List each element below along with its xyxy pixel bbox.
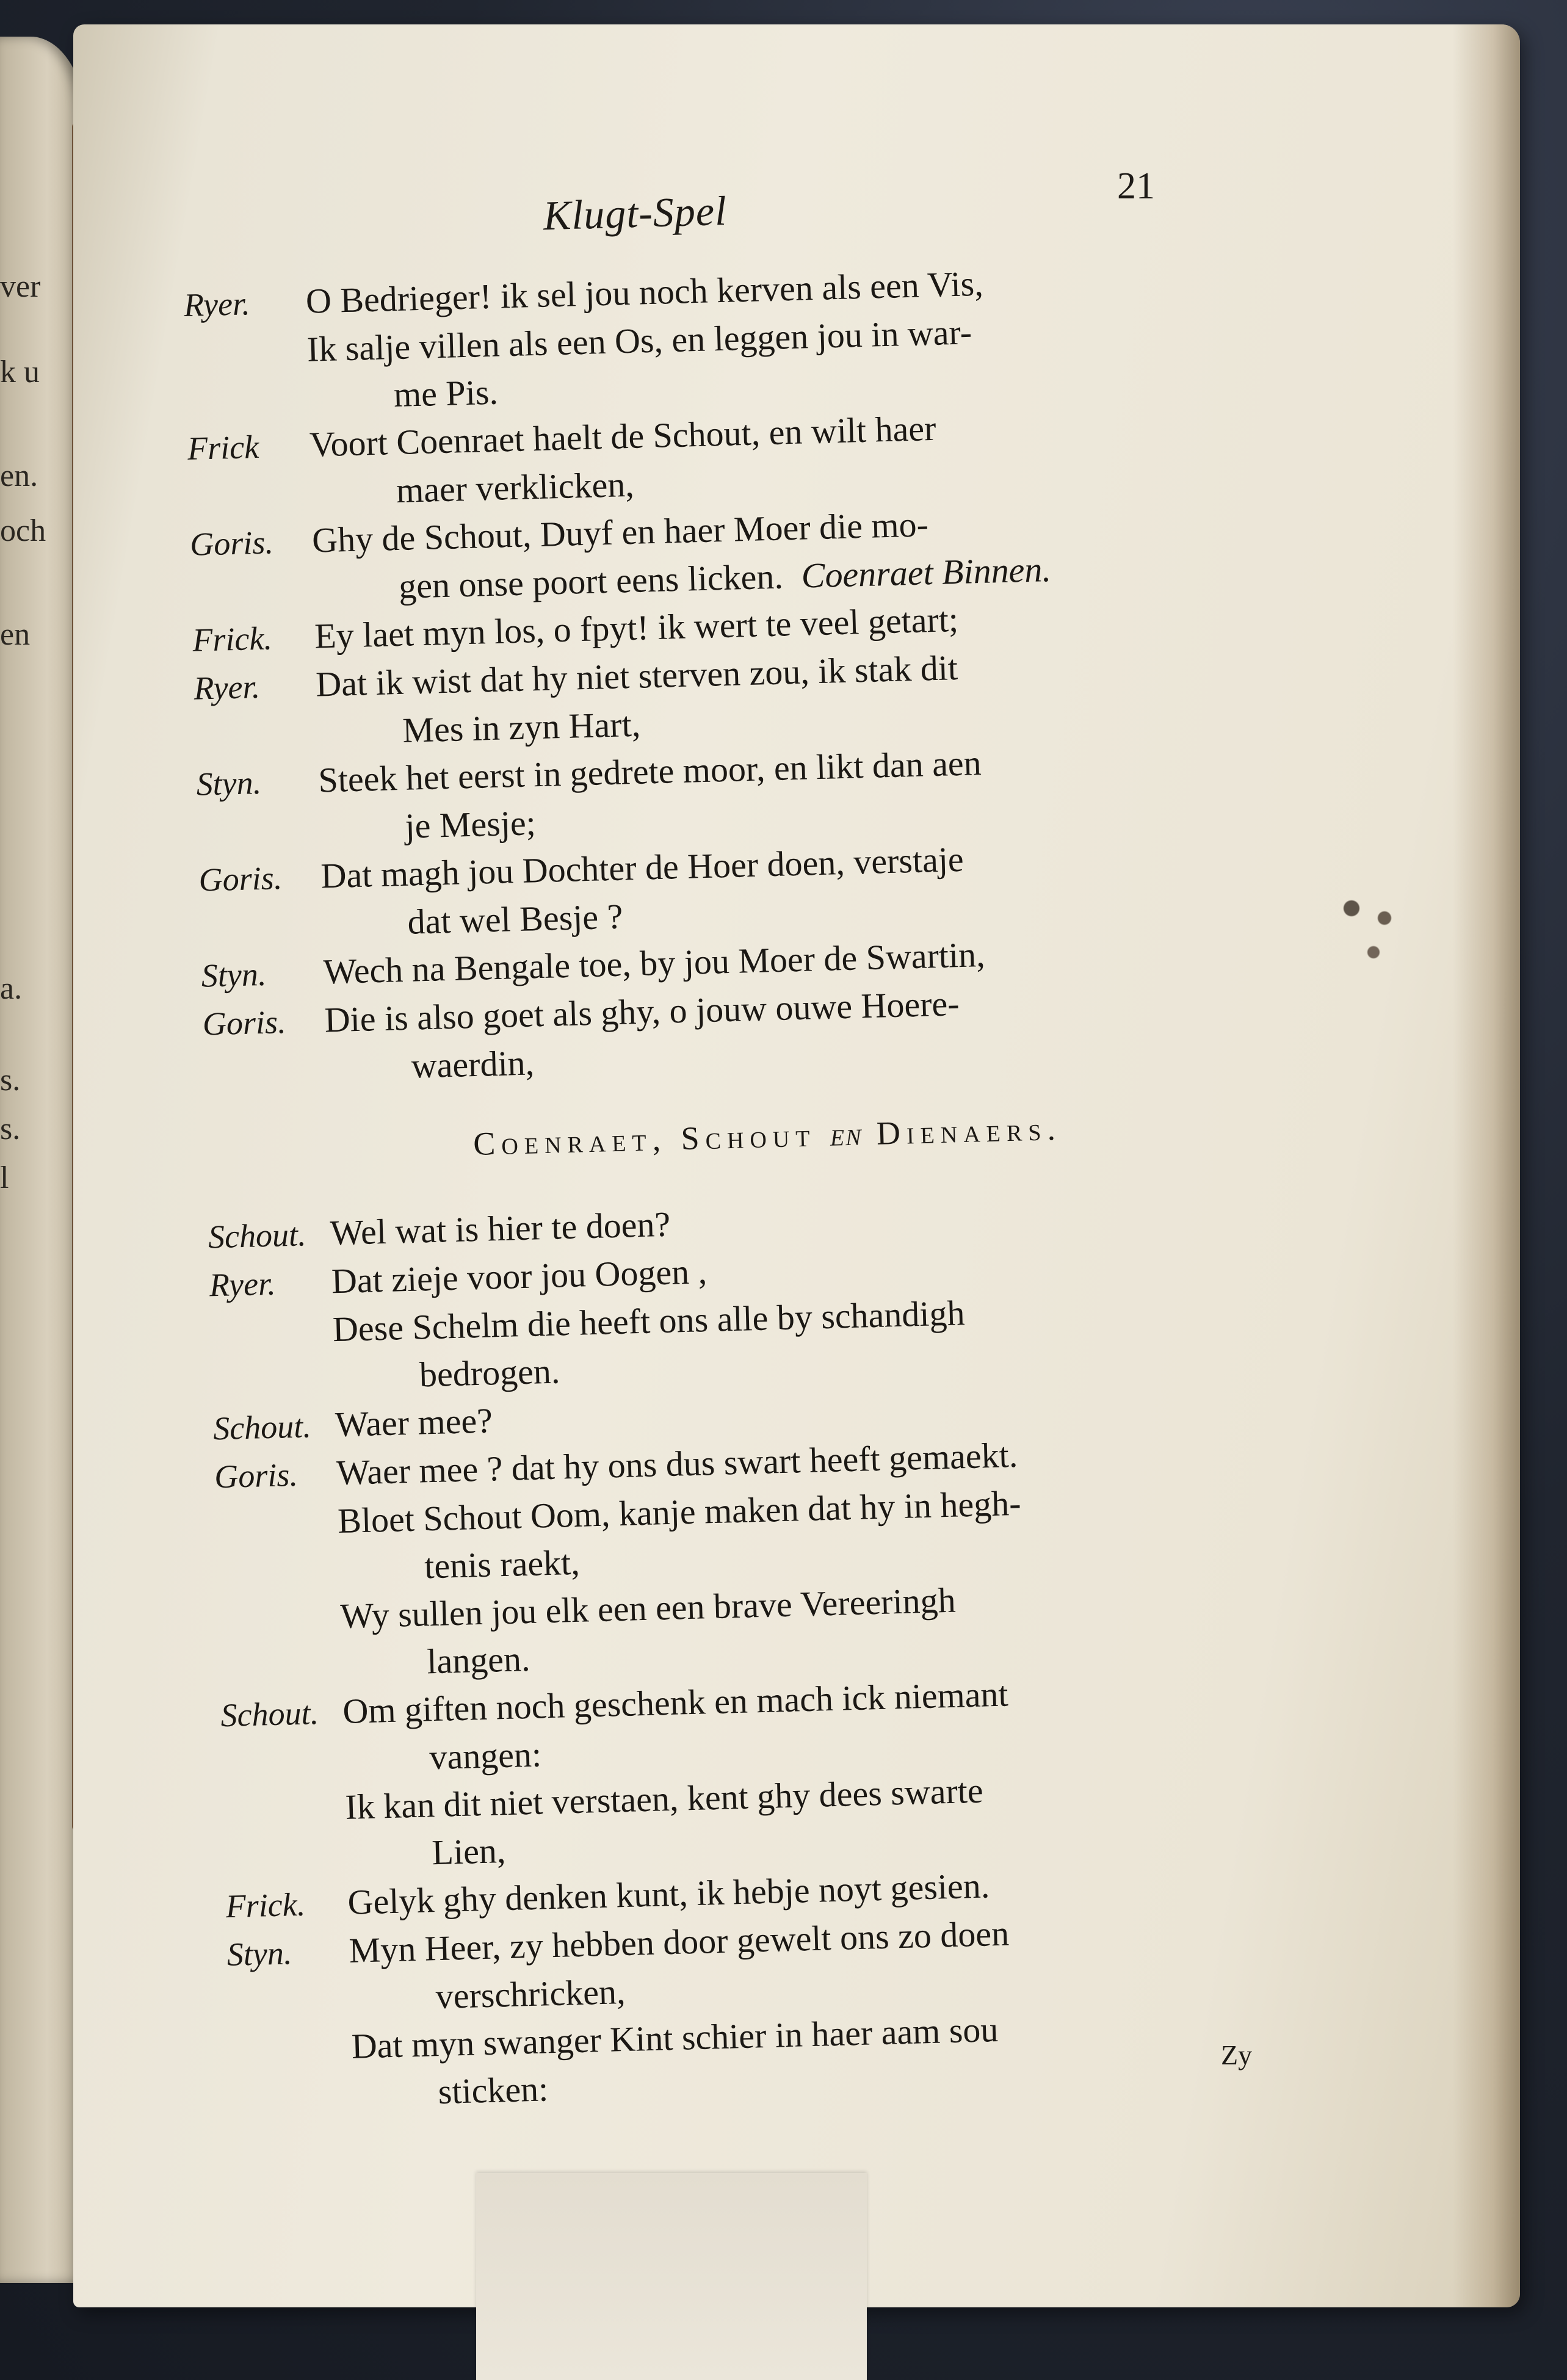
- speaker-name: [223, 1819, 346, 1822]
- dialogue-block-1: [183, 251, 1327, 1096]
- speaker-name: [231, 2106, 353, 2109]
- verse-text: dat wel Besje ?: [407, 896, 624, 942]
- speaker-name: [187, 409, 309, 412]
- speaker-name: Styn.: [201, 955, 267, 994]
- verse-text: O Bedrieger! ik sel jou noch kerven als een Vis,: [305, 263, 984, 321]
- stage-direction: Coenraet Binnen.: [800, 549, 1052, 596]
- speaker-name: Frick.: [192, 620, 273, 659]
- left-fragment: k u: [0, 355, 40, 389]
- verse-text: gen onse poort eens licken.: [398, 556, 784, 606]
- verse-text: Waer mee ? dat hy ons dus swart heeft gemaekt.: [336, 1434, 1018, 1493]
- speaker-name: [189, 505, 311, 508]
- left-fragment: s.: [0, 1112, 21, 1146]
- speaker-name: Schout.: [212, 1408, 312, 1447]
- verse-text: maer verklicken,: [396, 464, 635, 510]
- speaker-name: Goris.: [189, 524, 274, 563]
- left-fragment: a.: [0, 971, 23, 1006]
- speaker-name: [186, 361, 308, 364]
- speaker-name: Ryer.: [209, 1265, 277, 1304]
- book-page: [73, 24, 1520, 2307]
- verse-text: tenis raekt,: [424, 1542, 581, 1586]
- paper-tab: [476, 2173, 867, 2380]
- speaker-name: [192, 601, 314, 604]
- left-fragment: s.: [0, 1063, 21, 1098]
- verse-text: Bloet Schout Oom, kanje maken dat hy in hegh-: [337, 1483, 1022, 1541]
- running-head: Klugt-Spel: [542, 187, 728, 239]
- ink-stain: [1319, 879, 1428, 977]
- verse-text: Mes in zyn Hart,: [402, 704, 641, 750]
- speaker-name: [220, 1676, 342, 1679]
- verse-text: Voort Coenraet haelt de Schout, en wilt haer: [309, 408, 937, 465]
- speaker-name: [225, 1867, 347, 1870]
- catchword: Zy: [1221, 2039, 1253, 2071]
- speaker-name: Goris.: [202, 1004, 287, 1043]
- verse-text: Gelyk ghy denken kunt, ik hebje noyt gesien.: [347, 1865, 990, 1922]
- verse-text: Wel wat is hier te doen?: [330, 1204, 671, 1253]
- verse-text: Ik salje villen als een Os, en leggen jou in war-: [306, 312, 972, 369]
- speaker-name: [195, 745, 317, 748]
- verse-text: Wy sullen jou elk een een brave Vereeringh: [339, 1580, 957, 1637]
- speaker-name: [230, 2058, 352, 2061]
- speaker-name: [222, 1771, 344, 1774]
- verse-text: Myn Heer, zy hebben door gewelt ons zo doen: [348, 1913, 1010, 1970]
- speaker-name: [212, 1389, 335, 1392]
- speaker-name: Schout.: [220, 1695, 319, 1734]
- verse-text: verschricken,: [435, 1972, 626, 2017]
- verse-text: bedrogen.: [419, 1351, 561, 1395]
- play-text: [183, 251, 1354, 2121]
- verse-text: Ghy de Schout, Duyf en haer Moer die mo-: [311, 504, 929, 560]
- verse-text: me Pis.: [393, 372, 499, 415]
- verse-text: Ik kan dit niet verstaen, kent ghy dees swarte: [344, 1770, 984, 1827]
- speaker-name: [200, 936, 322, 939]
- verse-text: Dese Schelm die heeft ons alle by schandigh: [332, 1293, 966, 1350]
- verse-text: Dat myn swanger Kint schier in haer aam sou: [350, 2009, 999, 2066]
- left-fragment: en.: [0, 458, 38, 493]
- verse-text: sticken:: [437, 2069, 549, 2112]
- verse-text: Waer mee?: [335, 1400, 493, 1445]
- scene-heading-part2: Dienaers.: [876, 1110, 1062, 1152]
- speaker-name: [219, 1628, 341, 1631]
- left-fragment: en: [0, 617, 31, 652]
- speaker-name: [204, 1080, 326, 1083]
- speaker-name: [228, 2011, 350, 2014]
- scene-heading-part1: Coenraet, Schout: [472, 1116, 817, 1163]
- speaker-name: Ryer.: [193, 668, 261, 707]
- left-fragment: och: [0, 513, 46, 548]
- verse-text: Om giften noch geschenk en mach ick niemant: [342, 1674, 1009, 1731]
- speaker-name: Frick.: [225, 1886, 306, 1925]
- speaker-name: Frick: [187, 428, 259, 467]
- speaker-name: Goris.: [214, 1456, 299, 1496]
- speaker-name: Goris.: [198, 859, 283, 899]
- verse-text: Lien,: [431, 1831, 507, 1873]
- speaker-name: [217, 1580, 339, 1583]
- verse-text: Ey laet myn los, o fpyt! ik wert te veel getart;: [314, 599, 959, 656]
- verse-text: Steek het eerst in gedrete moor, en likt dan aen: [317, 743, 982, 800]
- verse-text: langen.: [426, 1638, 531, 1682]
- verse-text: vangen:: [429, 1734, 542, 1778]
- left-fragment: l: [0, 1160, 9, 1195]
- verse-text: Dat ik wist dat hy niet sterven zou, ik stak dit: [315, 648, 958, 704]
- verse-text: Dat zieje voor jou Oogen ,: [331, 1251, 708, 1301]
- speaker-name: Ryer.: [183, 285, 251, 324]
- verse-text: je Mesje;: [404, 803, 537, 846]
- verse-text: waerdin,: [410, 1043, 535, 1086]
- dialogue-block-2: [208, 1183, 1354, 2121]
- speaker-name: Styn.: [226, 1934, 293, 1973]
- speaker-name: Styn.: [195, 764, 262, 803]
- left-fragment: ver: [0, 269, 41, 304]
- speaker-name: [211, 1341, 333, 1344]
- verse-text: Die is also goet als ghy, o jouw ouwe Hoere-: [324, 983, 960, 1040]
- speaker-name: [216, 1533, 338, 1536]
- speaker-name: [198, 840, 320, 843]
- speaker-name: Schout.: [208, 1216, 307, 1256]
- verse-text: Wech na Bengale toe, by jou Moer de Swartin,: [322, 935, 986, 992]
- scene-heading: [206, 1102, 1330, 1170]
- page-number: 21: [1117, 165, 1155, 207]
- scene-heading-conj: en: [830, 1115, 863, 1153]
- verse-text: Dat magh jou Dochter de Hoer doen, verstaje: [320, 839, 964, 896]
